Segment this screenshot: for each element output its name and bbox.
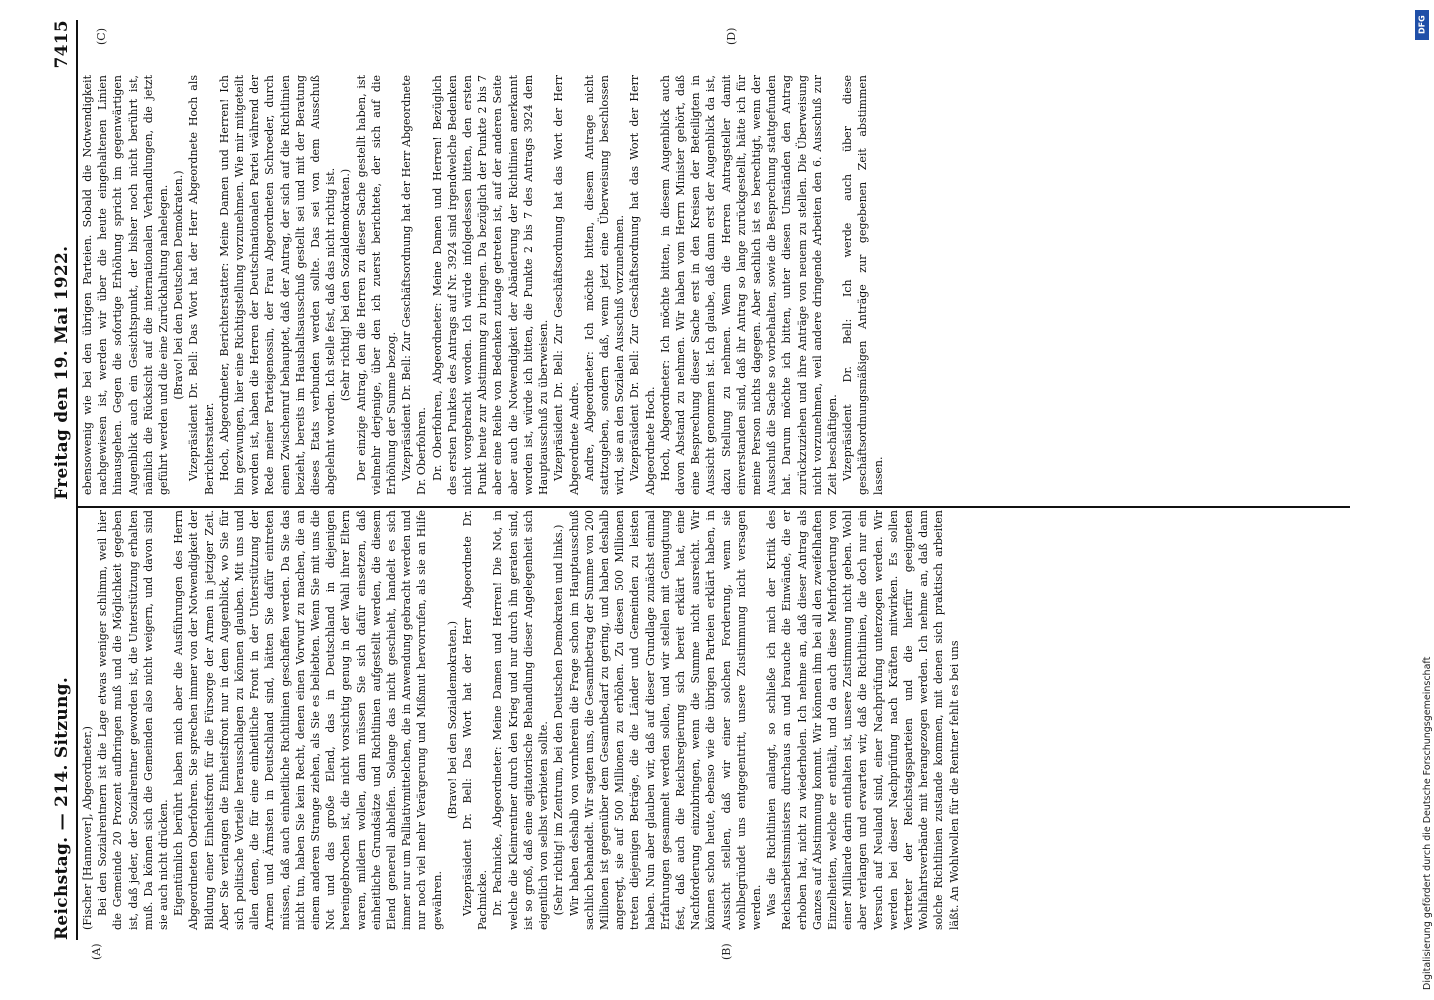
paragraph: Was die Richtlinien anlangt, so schließe ich mich der Kritik des Reichsarbeitsministers durchaus an und brauche die Einwände, die er erhoben hat, nicht zu wiederholen. Ich nehme an, daß dieser Antrag als Ganzes auf Abstimmung kommt. Wir können ihm bei all den zweifelhaften Einzelheiten, welche er enthält, und da auch diese Mehrforderung von einer Milliarde darin enthalten ist, unsere Zustimmung nicht geben. Wohl aber verlangen und erwarten wir, daß die Richtlinien, die doch nur ein Versuch auf Neuland sind, einer Nachprüfung unterzogen werden. Wir werden bei dieser Nachprüfung nach Kräften mitwirken. Es sollen Vertreter der Reichstagsparteien und die hierfür geeigneten Wohlfahrtsverbände mit herangezogen werden. Ich nehme an, daß dann solche Richtlinien zustande kommen, mit denen sich praktisch arbeiten läßt. An Wohlwollen für die Rentner fehlt es bei uns [765,510,961,930]
paragraph: (Sehr richtig! im Zentrum, bei den Deutschen Demokraten und links.) [552,524,566,916]
margin-mark-c: (C) [95,28,108,45]
paragraph: Bei den Sozialrentnern ist die Lage etwas weniger schlimm, weil hier die Gemeinde 20 Prozent aufbringen muß und die Möglichkeit gegeben ist, daß jeder, der Sozialrentner geworden ist, die Unterstützung erhalten muß. Da können sich die Gemeinden also nicht weigern, und davon sind sie auch nicht drücken. [96,510,171,930]
margin-mark-b: (B) [720,943,733,960]
paragraph: (Bravo! bei den Sozialdemokraten.) [445,620,459,820]
margin-mark-d: (D) [725,27,738,45]
paragraph: Hoch, Abgeordneter: Ich möchte bitten, in diesem Augenblick auch davon Abstand zu nehmen. Wir haben vom Herrn Minister gehört, daß eine Besprechung dieser Sache erst in den Kreisen der Beteiligten in Aussicht genommen ist. Ich glaube, daß dann erst der Augenblick da ist, dazu Stellung zu nehmen. Wenn die Herren Antragsteller damit einverstanden sind, daß ihr Antrag so lange zurückgestellt, hätte ich für meine Person nichts dagegen. Aber sachlich ist es berechtigt, wenn der Ausschuß die Sache so vorbehalten, sowie die Besprechung stattgefunden hat. Darum möchte ich bitten, unter diesen Umständen den Antrag zurückzuziehen und ihre Anträge von neuem zu stellen. Die Überweisung nicht vorzunehmen, weil andere dringende Arbeiten den 6. Ausschuß zur Zeit beschäftigen. [658,75,839,495]
paragraph: (Bravo! bei den Deutschen Demokraten.) [172,170,186,400]
header-date: Freitag den 19. Mai 1922. [52,245,72,500]
page-number: 7415 [52,20,72,69]
header-left: Reichstag. — 214. Sitzung. [52,676,72,940]
paragraph: Vizepräsident Dr. Bell: Zur Geschäftsordnung hat der Herr Abgeordnete Dr. Oberfohren. [400,75,429,495]
paragraph: Eigentümlich berührt haben mich aber die Ausführungen des Herrn Abgeordneten Oberfohren. Sie sprechen immer von der Notwendigkeit der Bildung einer Einheitsfront für die Fürsorge der Armen in jetziger Zeit. Aber Sie verlangen die Einheitsfront nur in dem Augenblick, wo Sie für sich politische Vorteile herausschlagen zu können glauben. Mit uns und allen denen, die für eine einheitliche Front in der Unterstützung der Armen und Ärmsten in Deutschland sind, hätten Sie dafür eintreten müssen, daß auch einheitliche Richtlinien geschaffen werden. Da Sie das nicht tun, haben Sie kein Recht, denen einen Vorwurf zu machen, die an einem anderen Strange ziehen, als Sie es beliebten. Wenn Sie mit uns die Not und das große Elend, das in Deutschland in diejenigen hereingebrochen ist, die nicht vorsichtig genug in der Wahl ihrer Eltern waren, mildern wollen, dann müssen Sie sich dafür einsetzen, daß einheitliche Grundsätze und Richtlinien aufgestellt werden, die diesem Elend generell abhelfen. Solange das nicht geschieht, handelt es sich immer nur um Palliativmittelchen, die in Anwendung gebracht werden und nur noch viel mehr Verärgerung und Mißmut hervorrufen, als sie an Hilfe gewähren. [172,510,444,930]
margin-mark-a: (A) [90,943,103,960]
paragraph: Hoch, Abgeordneter, Berichterstatter: Meine Damen und Herren! Ich bin gezwungen, hier eine Richtigstellung vorzunehmen. Wie mir mitgeteilt worden ist, haben die Herren der Deutschnationalen Partei während der Rede meiner Parteigenossin, der Frau Abgeordneten Schroeder, durch einen Zwischenruf behauptet, daß der Antrag, der sich auf die Richtlinien bezieht, bereits im Haushaltsausschuß gestellt sei und mit der Beratung dieses Etats verbunden werden sollte. Das sei von dem Ausschuß abgelehnt worden. Ich stelle fest, daß das nicht richtig ist. [217,75,338,495]
paragraph: Vizepräsident Dr. Bell: Das Wort hat der Herr Abgeordnete Hoch als Berichterstatter. [187,75,216,495]
dfg-credit [1412,10,1432,990]
column-divider [78,507,1350,509]
dfg-logo: DFG [1415,10,1429,40]
paragraph: (Fischer [Hannover], Abgeordneter.) [81,726,94,930]
header-rule [76,20,78,940]
paragraph: Vizepräsident Dr. Bell: Zur Geschäftsordnung hat das Wort der Herr Abgeordnete Andre. [552,75,581,495]
paragraph: Vizepräsident Dr. Bell: Das Wort hat der Herr Abgeordnete Dr. Pachnicke. [461,510,490,930]
text-column-right [80,75,886,495]
dfg-credit-text: Digitalisierung gefördert durch die Deutsche Forschungsgemeinschaft [1422,656,1433,990]
paragraph: Der einzige Antrag, den die Herren zu dieser Sache gestellt haben, ist vielmehr derjenige, über den ich zuerst berichtete, der sich auf die Erhöhung der Summe bezog. [354,75,399,495]
text-column-left [80,510,962,930]
paragraph: Vizepräsident Dr. Bell: Zur Geschäftsordnung hat das Wort der Herr Abgeordnete Hoch. [628,75,657,495]
paragraph: ebensowenig wie bei den übrigen Parteien. Sobald die Notwendigkeit nachgewiesen ist, werden wir über die heute eingehaltenen Linien hinausgehen. Gegen die sofortige Erhöhung spricht im gegenwärtigen Augenblick auch ein Gesichtspunkt, der bisher noch nicht berührt ist, nämlich die Rücksicht auf die internationalen Verhandlungen, die jetzt geführt werden und die eine Zurückhaltung nahelegen. [81,75,171,495]
paragraph: Dr. Oberfohren, Abgeordneter: Meine Damen und Herren! Bezüglich des ersten Punktes des Antrags auf Nr. 3924 sind irgendwelche Bedenken nicht vorgebracht worden. Ich würde infolgedessen bitten, den ersten Punkt heute zur Abstimmung zu bringen. Da bezüglich der Punkte 2 bis 7 aber eine Reihe von Bedenken zutage getreten ist, auf der anderen Seite aber auch die Notwendigkeit der Abänderung der Richtlinien anerkannt worden ist, würde ich bitten, die Punkte 2 bis 7 des Antrags 3924 dem Hauptausschuß zu überweisen. [430,75,551,495]
paragraph: Wir haben deshalb von vornherein die Frage schon im Hauptausschuß sachlich behandelt. Wir sagten uns, die Gesamtbetrag der Summe von 200 Millionen ist gegenüber dem Gesamtbedarf zu gering, und haben deshalb angeregt, sie auf 500 Millionen zu erhöhen. Zu diesen 500 Millionen treten diejenigen Beträge, die die Länder und Gemeinden zu leisten haben. Nun aber glauben wir, daß auf dieser Grundlage zunächst einmal Erfahrungen gesammelt werden sollen, und wir stellen mit Genugtuung fest, daß auch die Reichsregierung sich bereit erklärt hat, eine Nachforderung einzubringen, wenn die Summe nicht ausreicht. Wir können schon heute, ebenso wie die übrigen Parteien erklärt haben, in Aussicht stellen, daß wir einer solchen Forderung, wenn sie wohlbegründet uns entgegentritt, unsere Zustimmung nicht versagen werden. [567,510,763,930]
paragraph: Dr. Pachnicke, Abgeordneter: Meine Damen und Herren! Die Not, in welche die Kleinrentner durch den Krieg und nur durch ihn geraten sind, ist so groß, daß eine agitatorische Behandlung dieser Angelegenheit sich eigentlich von selbst verbieten sollte. [491,510,551,930]
paragraph: Vizepräsident Dr. Bell: Ich werde auch über diese geschäftsordnungsmäßigen Anträge zur gegebenen Zeit abstimmen lassen. [841,75,885,495]
paragraph: (Sehr richtig! bei den Sozialdemokraten.) [339,168,353,402]
paragraph: Andre, Abgeordneter: Ich möchte bitten, diesem Antrage nicht stattzugeben, sondern daß, wenn jetzt eine Überweisung beschlossen wird, sie an den Sozialen Ausschuß vorzunehmen. [582,75,627,495]
page-header [52,20,74,940]
